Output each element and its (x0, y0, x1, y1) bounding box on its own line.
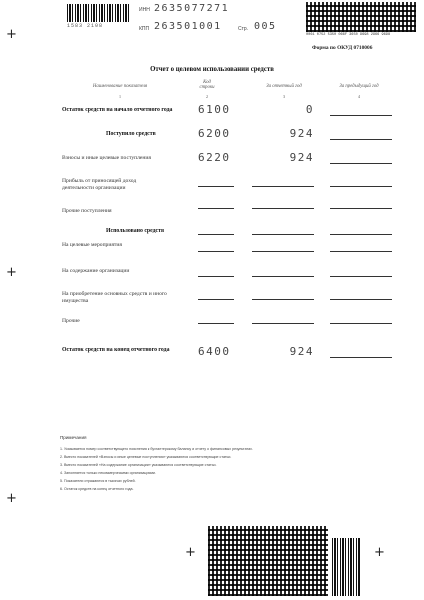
note-item-3: 3. Вместо показателей «На содержание организации» указываются соответствующие статьи. (60, 463, 217, 467)
row-current-line-income-activity (252, 186, 314, 187)
row-label-opening-balance: Остаток средств на начало отчетного года (62, 107, 173, 113)
row-previous-line-maintenance (330, 276, 392, 277)
row-current-closing-balance: 924 (289, 345, 314, 358)
row-code-line-maintenance (198, 276, 234, 277)
row-current-line-other-receipts (252, 208, 314, 209)
registration-cross-bottom-center-left: + (185, 545, 196, 560)
row-current-line-other (252, 323, 314, 324)
page-label: Стр. (238, 26, 249, 32)
registration-cross-bottom-right: + (374, 545, 385, 560)
note-item-4: 4. Заполняется только некоммерческими организациями. (60, 471, 156, 475)
row-code-6100: 6100 (198, 103, 231, 116)
row-code-6200: 6200 (198, 127, 231, 140)
row-code-line-income-activity (198, 186, 234, 187)
row-current-line-fixed-assets (252, 299, 314, 300)
row-code-line-other-receipts (198, 208, 234, 209)
column-header-current-year: За отчетный год (266, 84, 302, 89)
row-previous-line-contributions (330, 163, 392, 164)
form-okud-label: Форма по ОКУД 0710006 (312, 45, 373, 51)
row-previous-line-opening-balance (330, 115, 392, 116)
row-label-received: Поступило средств (106, 131, 156, 137)
footer-barcode (332, 538, 360, 596)
row-code-line-fixed-assets (198, 299, 234, 300)
note-item-5: 5. Показатели отражаются в тысячах рублей. (60, 479, 136, 483)
header-barcode-number: 1583 2108 (67, 23, 104, 29)
row-label-targeted-events: На целевые мероприятия (62, 242, 122, 248)
inn-label: ИНН (139, 7, 150, 13)
row-previous-line-other-receipts (330, 208, 392, 209)
column-number-previous: 4 (358, 94, 360, 99)
column-number-name: 1 (119, 94, 121, 99)
row-code-6220: 6220 (198, 151, 231, 164)
row-label-used-funds: Использовано средств (106, 228, 165, 234)
row-previous-line-income-activity (330, 186, 392, 187)
row-label-closing-balance: Остаток средств на конец отчетного года (62, 347, 170, 353)
report-title: Отчет о целевом использовании средств (150, 66, 274, 73)
column-number-code: 2 (206, 94, 208, 99)
column-header-code: Код строки (199, 80, 215, 91)
row-current-opening-balance: 0 (305, 103, 314, 116)
note-item-1: 1. Указывается номер соответствующего пояснения к бухгалтерскому балансу и отчету о финансовых результатах. (60, 447, 253, 451)
row-label-other-receipts: Прочие поступления (62, 208, 112, 214)
row-previous-line-closing-balance (330, 357, 392, 358)
row-label-other: Прочие (62, 318, 80, 324)
header-datamatrix (306, 2, 416, 32)
row-current-line-used-funds (252, 234, 314, 235)
header-datamatrix-code: 0061 0752 5350 066F 3650 9698 2966 9698 (306, 33, 391, 37)
registration-cross-mid-left: + (6, 265, 17, 280)
note-item-6: 6. Остаток средств на конец отчетного года. (60, 487, 134, 491)
column-header-previous-year: За предыдущий год (339, 84, 379, 89)
registration-cross-top-left: + (6, 27, 17, 42)
row-previous-line-used-funds (330, 234, 392, 235)
footer-datamatrix (208, 526, 328, 596)
row-label-maintenance: На содержание организации (62, 268, 130, 274)
inn-value: 2635077271 (154, 3, 230, 14)
page-value: 005 (254, 21, 277, 32)
row-code-6400: 6400 (198, 345, 231, 358)
row-code-line-used-funds (198, 234, 234, 235)
row-current-line-maintenance (252, 276, 314, 277)
row-label-fixed-assets: На приобретение основных средств и иного имущества (62, 291, 167, 304)
row-previous-line-targeted-events (330, 251, 392, 252)
header-barcode (67, 4, 131, 22)
kpp-value: 263501001 (154, 21, 222, 32)
row-code-line-targeted-events (198, 251, 234, 252)
row-previous-line-other (330, 323, 392, 324)
row-previous-line-fixed-assets (330, 299, 392, 300)
row-previous-line-received (330, 139, 392, 140)
notes-heading: Примечания (60, 435, 87, 440)
row-current-line-targeted-events (252, 251, 314, 252)
note-item-2: 2. Вместо показателей «Взносы и иные целевые поступления» указываются соответствующие статьи. (60, 455, 232, 459)
row-code-line-other (198, 323, 234, 324)
column-header-name: Наименование показателя (92, 84, 148, 89)
kpp-label: КПП (139, 26, 150, 32)
registration-cross-bottom-left: + (6, 491, 17, 506)
row-current-contributions: 924 (289, 151, 314, 164)
row-label-contributions: Взносы и иные целевые поступления (62, 155, 151, 161)
row-label-income-activity: Прибыль от приносящей доход деятельности организации (62, 178, 137, 191)
row-current-received: 924 (289, 127, 314, 140)
column-number-current: 3 (283, 94, 285, 99)
